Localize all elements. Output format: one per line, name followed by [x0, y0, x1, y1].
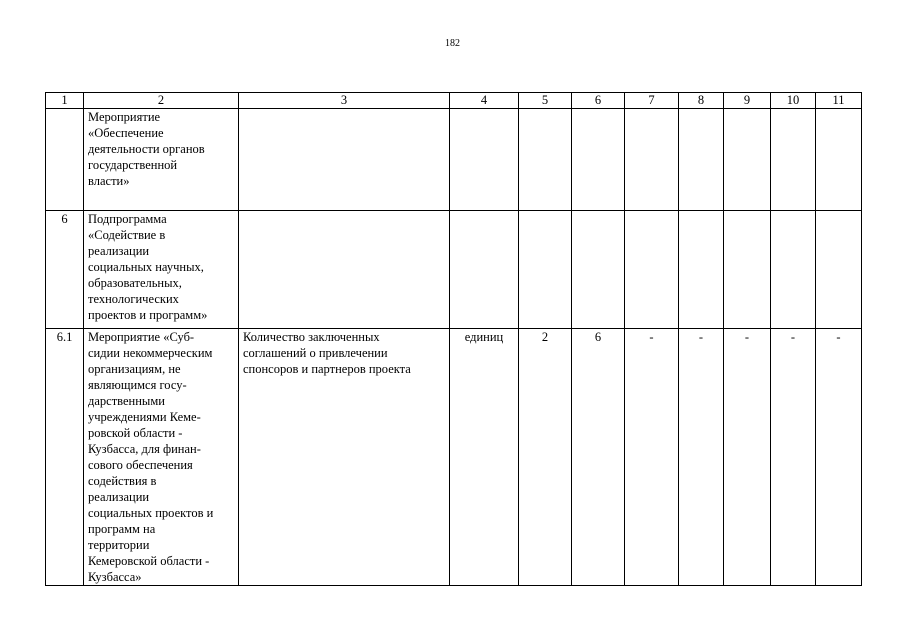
value-cell	[519, 109, 572, 211]
column-number: 1	[46, 93, 84, 109]
value-cell	[572, 109, 625, 211]
value-cell: -	[771, 329, 816, 586]
activity-name: Подпрограмма «Содействие в реализации социальных научных, образовательных, технологических проектов и программ»	[84, 211, 239, 329]
column-number: 3	[239, 93, 450, 109]
row-number: 6.1	[46, 329, 84, 586]
value-cell	[679, 211, 724, 329]
column-number: 5	[519, 93, 572, 109]
value-cell: 2	[519, 329, 572, 586]
row-number	[46, 109, 84, 211]
column-number: 2	[84, 93, 239, 109]
column-number: 6	[572, 93, 625, 109]
indicators-table	[45, 92, 862, 586]
value-cell: -	[625, 329, 679, 586]
unit	[450, 211, 519, 329]
value-cell	[816, 211, 862, 329]
table-row	[46, 329, 862, 586]
column-number: 4	[450, 93, 519, 109]
page-number: 182	[445, 38, 460, 49]
row-number: 6	[46, 211, 84, 329]
column-number: 7	[625, 93, 679, 109]
unit	[450, 109, 519, 211]
value-cell	[679, 109, 724, 211]
value-cell: -	[679, 329, 724, 586]
column-number: 11	[816, 93, 862, 109]
value-cell	[724, 109, 771, 211]
table-row	[46, 109, 862, 211]
value-cell: 6	[572, 329, 625, 586]
value-cell: -	[724, 329, 771, 586]
table-row	[46, 211, 862, 329]
activity-name: Мероприятие «Суб- сидии некоммерческим организациям, не являющимся госу- дарственными учреждениями Кеме- ровской области - Кузбасса, для финан- сового обеспечения содействия в реализации социальных проектов и программ на территории Кемеровской области - Кузбасса»	[84, 329, 239, 586]
column-number-row	[46, 93, 862, 109]
activity-name: Мероприятие «Обеспечение деятельности органов государственной власти»	[84, 109, 239, 211]
value-cell	[816, 109, 862, 211]
value-cell	[625, 211, 679, 329]
value-cell	[519, 211, 572, 329]
value-cell	[724, 211, 771, 329]
column-number: 8	[679, 93, 724, 109]
unit: единиц	[450, 329, 519, 586]
value-cell: -	[816, 329, 862, 586]
value-cell	[572, 211, 625, 329]
column-number: 9	[724, 93, 771, 109]
indicator-name: Количество заключенных соглашений о привлечении спонсоров и партнеров проекта	[239, 329, 450, 586]
indicator-name	[239, 109, 450, 211]
indicator-name	[239, 211, 450, 329]
value-cell	[625, 109, 679, 211]
column-number: 10	[771, 93, 816, 109]
value-cell	[771, 109, 816, 211]
value-cell	[771, 211, 816, 329]
